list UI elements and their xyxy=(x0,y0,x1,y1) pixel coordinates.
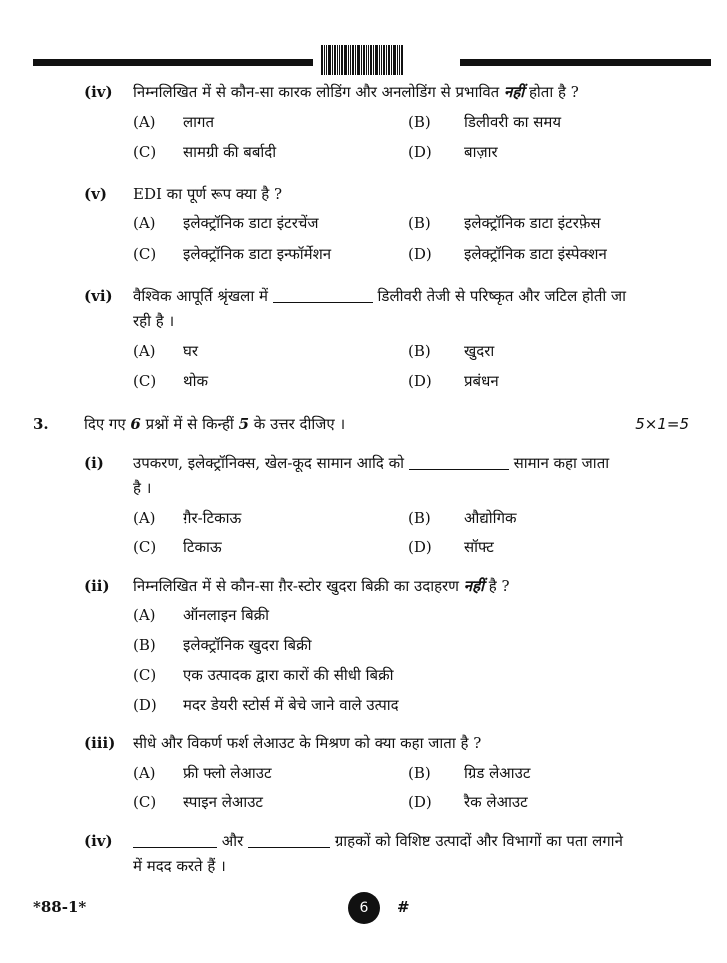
q2-v-option-b-text: इलेक्ट्रॉनिक डाटा इंटरफ़ेस xyxy=(464,214,601,232)
q3-instruction: दिए गए 6 प्रश्नों में से किन्हीं 5 के उत्तर दीजिए । xyxy=(84,415,346,433)
header-rule-left xyxy=(33,59,313,66)
answer-blank xyxy=(248,833,330,848)
barcode-stripe xyxy=(328,45,331,75)
barcode-stripe xyxy=(355,45,356,75)
barcode-stripe xyxy=(381,45,382,75)
q2-vi-option-a-label: (A) xyxy=(133,342,156,360)
q3-i-option-b-label: (B) xyxy=(408,509,431,527)
q3-ii-option-c-label: (C) xyxy=(133,666,157,684)
paper-code: *88-1* xyxy=(33,898,87,916)
barcode-stripe xyxy=(391,45,392,75)
answer-blank xyxy=(133,833,217,848)
q2-vi-number: (vi) xyxy=(84,287,113,305)
q3-ii-option-b-label: (B) xyxy=(133,636,156,654)
q3-marks: 5×1=5 xyxy=(635,415,689,433)
q2-v-option-c-label: (C) xyxy=(133,245,157,263)
q3-ii-option-d-label: (D) xyxy=(133,696,157,714)
barcode-stripe xyxy=(370,45,372,75)
q2-vi-option-c-label: (C) xyxy=(133,372,157,390)
q3-i-option-a-label: (A) xyxy=(133,509,156,527)
q2-iv-option-c-label: (C) xyxy=(133,143,157,161)
q3-ii-emphasis: नहीं xyxy=(463,577,484,595)
barcode-stripe xyxy=(324,45,325,75)
q2-vi-question: वैश्विक आपूर्ति श्रृंखला में डिलीवरी तेजी से परिष्कृत और जटिल होती जा xyxy=(133,287,627,305)
q3-i-option-d-label: (D) xyxy=(408,538,432,556)
barcode-stripe xyxy=(363,45,365,75)
barcode-stripe xyxy=(379,45,380,75)
q3-i-option-d-text: सॉफ्ट xyxy=(464,538,494,556)
q2-v-number: (v) xyxy=(84,185,107,203)
barcode-stripe xyxy=(368,45,369,75)
q3-i-number: (i) xyxy=(84,454,104,472)
q2-iv-option-b-label: (B) xyxy=(408,113,431,131)
q3-iv-question-line2: में मदद करते हैं । xyxy=(133,857,226,875)
q2-v-option-b-label: (B) xyxy=(408,214,431,232)
q2-vi-option-c-text: थोक xyxy=(183,372,208,390)
barcode-stripe xyxy=(361,45,362,75)
q2-vi-option-a-text: घर xyxy=(183,342,199,360)
q3-i-question: उपकरण, इलेक्ट्रॉनिक्स, खेल-कूद सामान आदि को सामान कहा जाता xyxy=(133,454,610,472)
barcode-stripe xyxy=(366,45,367,75)
barcode-stripe xyxy=(348,45,349,75)
q3-ii-option-b-text: इलेक्ट्रॉनिक खुदरा बिक्री xyxy=(183,636,312,654)
q3-iii-option-d-text: रैक लेआउट xyxy=(464,793,528,811)
q2-iv-option-a-label: (A) xyxy=(133,113,156,131)
q2-v-option-d-text: इलेक्ट्रॉनिक डाटा इंस्पेक्शन xyxy=(464,245,607,263)
barcode-stripe xyxy=(344,45,347,75)
q2-iv-option-b-text: डिलीवरी का समय xyxy=(464,113,562,131)
q3-iv-number: (iv) xyxy=(84,832,113,850)
q2-iv-option-c-text: सामग्री की बर्बादी xyxy=(183,143,277,161)
q3-iii-option-b-text: ग्रिड लेआउट xyxy=(464,764,531,782)
barcode-stripe xyxy=(352,45,354,75)
barcode-stripe xyxy=(339,45,340,75)
barcode-stripe xyxy=(383,45,385,75)
q2-v-question: EDI का पूर्ण रूप क्या है ? xyxy=(133,185,283,203)
q2-iv-option-d-text: बाज़ार xyxy=(464,143,498,161)
q2-v-option-c-text: इलेक्ट्रॉनिक डाटा इन्फॉर्मेशन xyxy=(183,245,332,263)
barcode-stripe xyxy=(393,45,396,75)
q3-i-option-a-text: ग़ैर-टिकाऊ xyxy=(183,509,242,527)
barcode-stripe xyxy=(399,45,400,75)
q3-iii-option-c-text: स्पाइन लेआउट xyxy=(183,793,263,811)
page-number: 6 xyxy=(348,892,380,924)
barcode-stripe xyxy=(350,45,351,75)
q3-ii-number: (ii) xyxy=(84,577,110,595)
q3-iv-question: और ग्राहकों को विशिष्ट उत्पादों और विभागों का पता लगाने xyxy=(133,831,623,851)
answer-blank xyxy=(273,288,373,303)
q2-vi-question-line2: रही है । xyxy=(133,312,175,330)
q2-iv-option-d-label: (D) xyxy=(408,143,432,161)
q3-i-option-c-label: (C) xyxy=(133,538,157,556)
q2-iv-emphasis: नहीं xyxy=(504,83,525,101)
q3-number: 3. xyxy=(33,415,49,433)
barcode-stripe xyxy=(397,45,398,75)
q3-iii-option-b-label: (B) xyxy=(408,764,431,782)
barcode-stripe xyxy=(373,45,374,75)
q3-ii-option-a-label: (A) xyxy=(133,606,156,624)
q2-v-option-a-text: इलेक्ट्रॉनिक डाटा इंटरचेंज xyxy=(183,214,319,232)
q2-v-option-d-label: (D) xyxy=(408,245,432,263)
q3-i-option-c-text: टिकाऊ xyxy=(183,538,222,556)
hash-mark: # xyxy=(397,898,410,916)
q3-iii-number: (iii) xyxy=(84,734,116,752)
barcode-stripe xyxy=(337,45,338,75)
q2-v-option-a-label: (A) xyxy=(133,214,156,232)
q3-i-question-line2: है । xyxy=(133,479,152,497)
q2-vi-option-b-text: खुदरा xyxy=(464,342,495,360)
barcode-stripe xyxy=(326,45,327,75)
header-rule-right xyxy=(460,59,711,66)
barcode-stripe xyxy=(341,45,343,75)
barcode-stripe xyxy=(332,45,333,75)
answer-blank xyxy=(409,455,509,470)
barcode-stripe xyxy=(401,45,403,75)
barcode-stripe xyxy=(357,45,360,75)
q3-ii-option-c-text: एक उत्पादक द्वारा कारों की सीधी बिक्री xyxy=(183,666,394,684)
barcode-stripe xyxy=(388,45,390,75)
q3-iii-question: सीधे और विकर्ण फर्श लेआउट के मिश्रण को क्या कहा जाता है ? xyxy=(133,734,482,752)
barcode-stripe xyxy=(321,45,323,75)
barcode-icon xyxy=(321,45,437,75)
q3-iii-option-a-text: फ्री फ्लो लेआउट xyxy=(183,764,272,782)
q2-vi-option-b-label: (B) xyxy=(408,342,431,360)
q2-vi-option-d-label: (D) xyxy=(408,372,432,390)
barcode-stripe xyxy=(386,45,387,75)
q3-iii-option-a-label: (A) xyxy=(133,764,156,782)
q3-iii-option-d-label: (D) xyxy=(408,793,432,811)
q3-ii-option-a-text: ऑनलाइन बिक्री xyxy=(183,606,270,624)
q2-vi-option-d-text: प्रबंधन xyxy=(464,372,499,390)
q2-iv-number: (iv) xyxy=(84,83,113,101)
barcode-stripe xyxy=(375,45,378,75)
q3-i-option-b-text: औद्योगिक xyxy=(464,509,517,527)
barcode-stripe xyxy=(334,45,336,75)
q2-iv-question: निम्नलिखित में से कौन-सा कारक लोडिंग और अनलोडिंग से प्रभावित नहीं होता है ? xyxy=(133,83,579,101)
q3-ii-question: निम्नलिखित में से कौन-सा ग़ैर-स्टोर खुदरा बिक्री का उदाहरण नहीं है ? xyxy=(133,577,510,595)
q3-ii-option-d-text: मदर डेयरी स्टोर्स में बेचे जाने वाले उत्पाद xyxy=(183,696,399,714)
q2-iv-option-a-text: लागत xyxy=(183,113,215,131)
q3-iii-option-c-label: (C) xyxy=(133,793,157,811)
